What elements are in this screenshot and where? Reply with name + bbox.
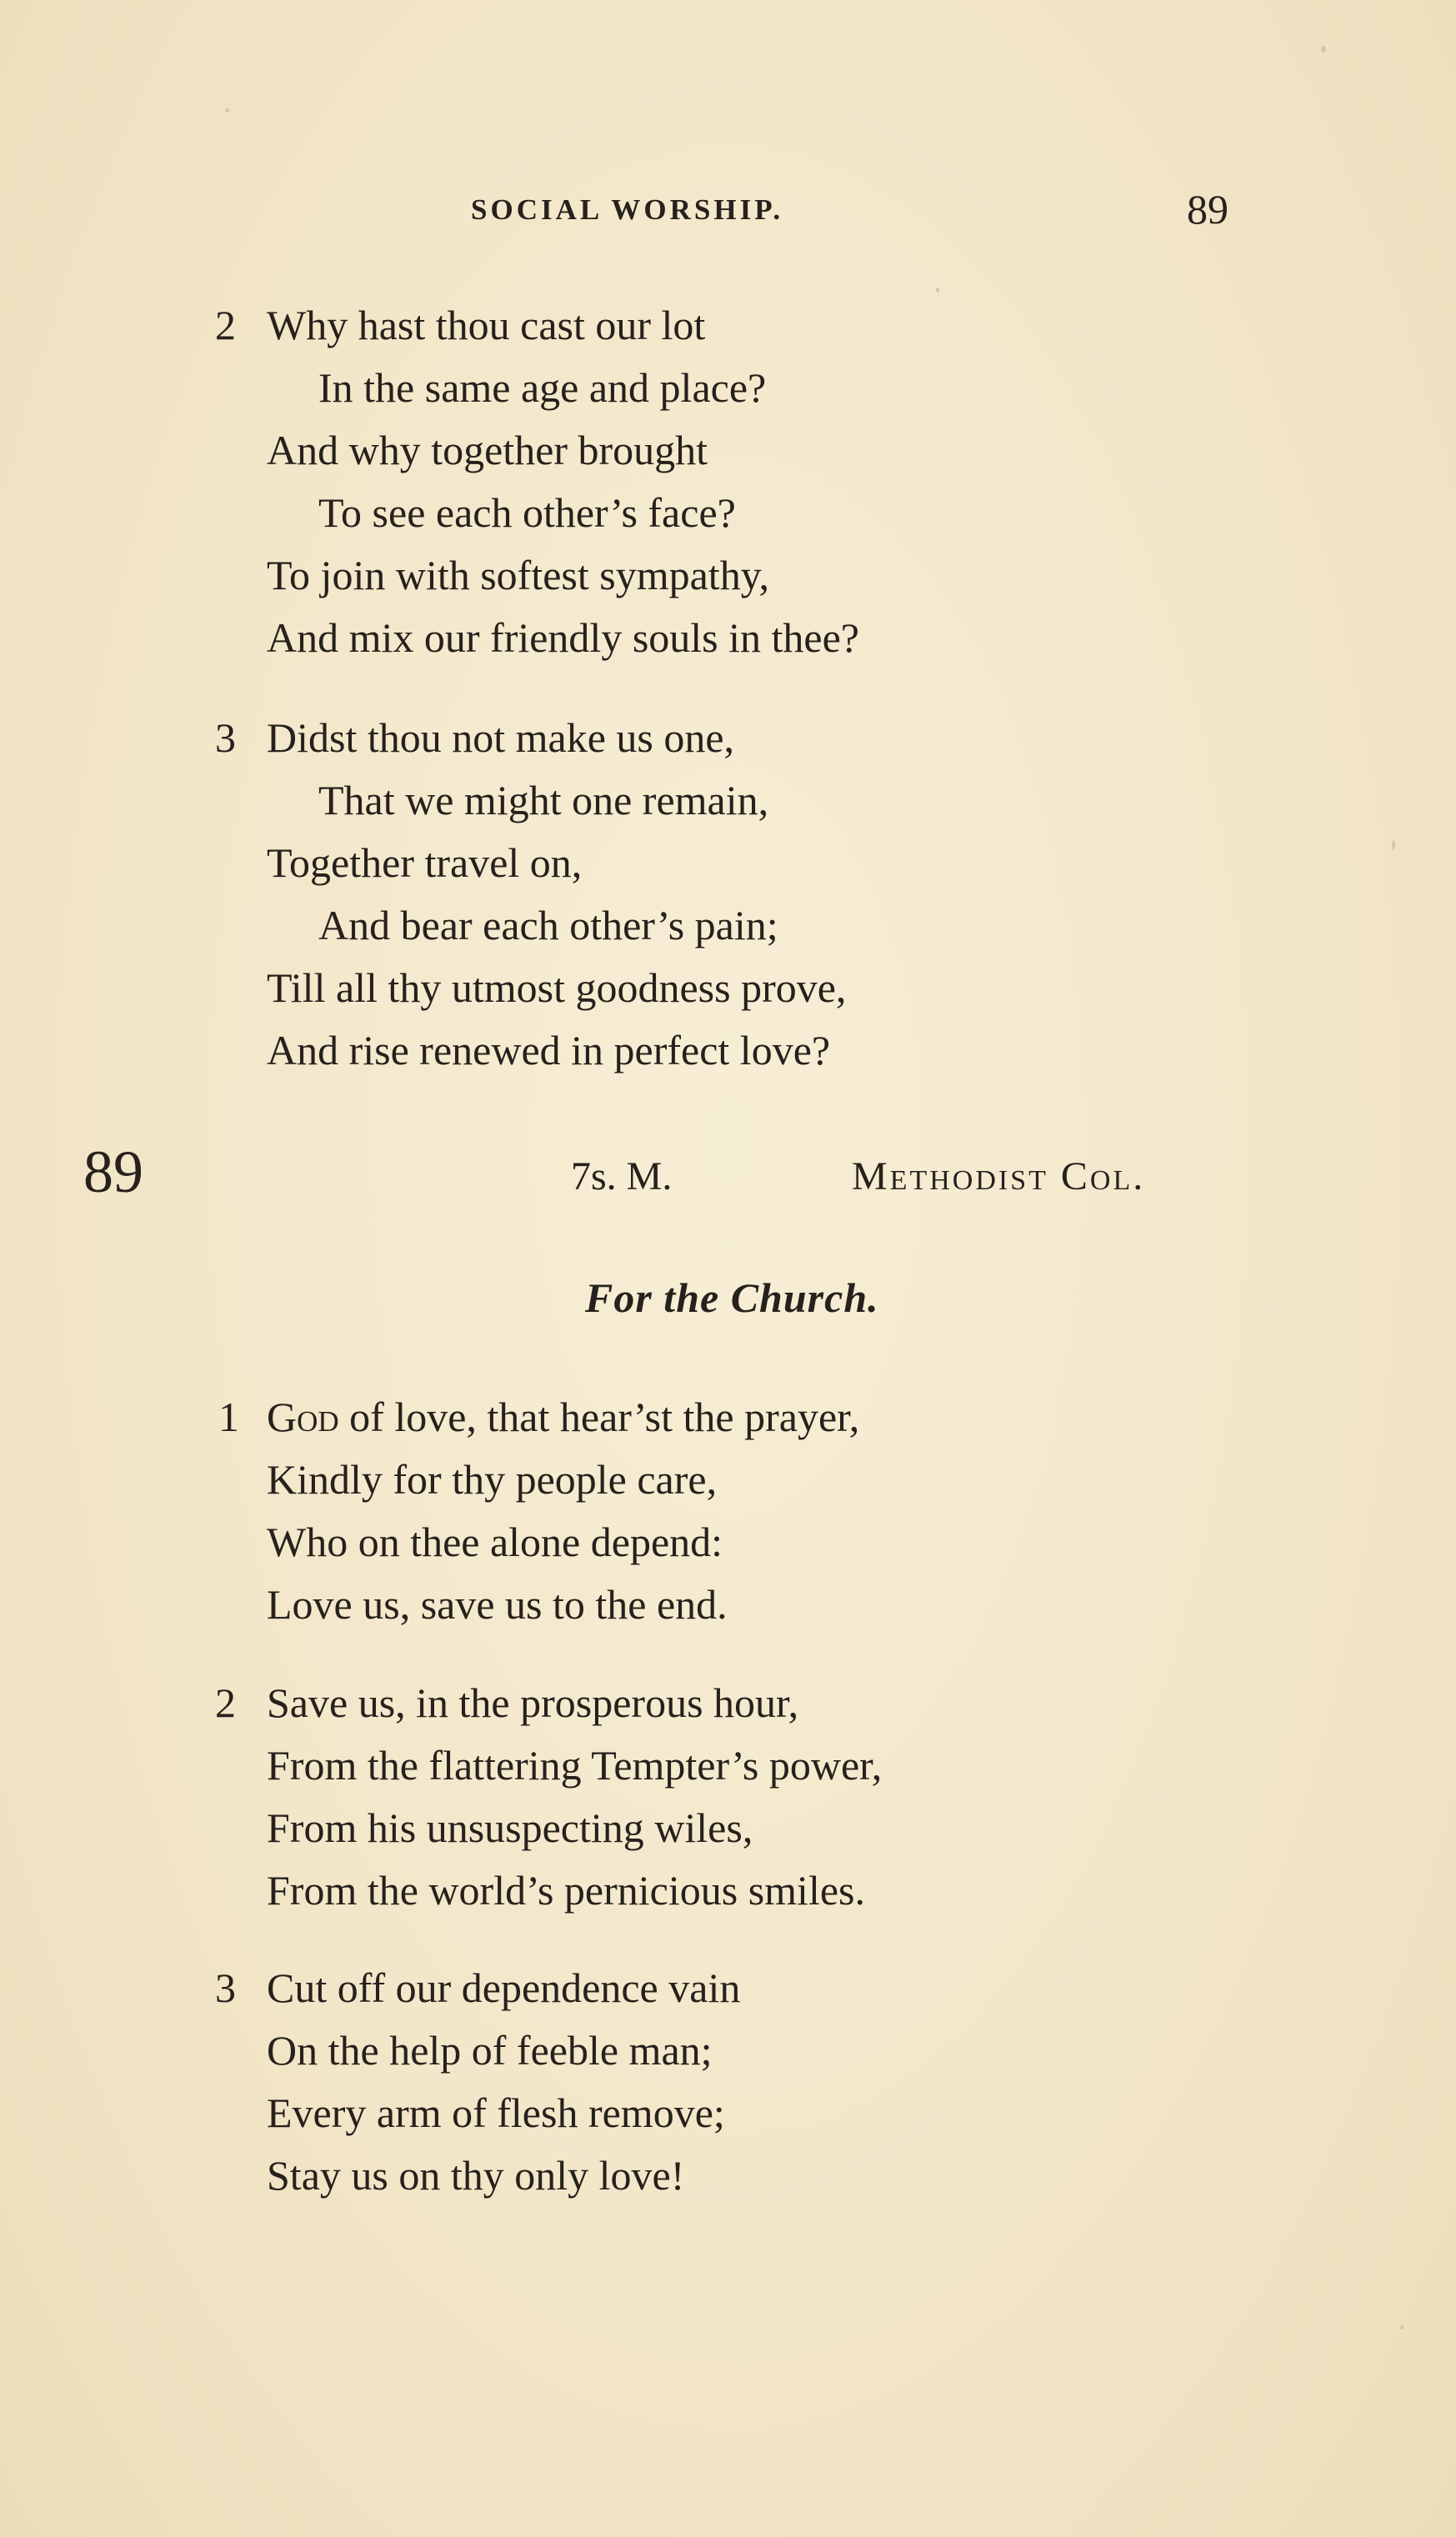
verse-line: Stay us on thy only love! <box>267 2152 685 2199</box>
verse-line: Together travel on, <box>267 839 583 886</box>
verse-line: Cut off our dependence vain <box>267 1964 741 2011</box>
verse-line-rest: of love, that hear’st the prayer, <box>338 1394 860 1440</box>
paper-speck <box>1392 840 1395 850</box>
verse-line: And rise renewed in perfect love? <box>267 1027 831 1073</box>
hymn-title: For the Church. <box>585 1274 879 1321</box>
verse-line: Save us, in the prosperous hour, <box>267 1679 799 1726</box>
hymn-meter: 7s. M. <box>571 1154 673 1198</box>
stanza-number: 2 <box>215 1679 236 1726</box>
verse-line: To see each other’s face? <box>318 489 736 536</box>
stanza-number: 1 <box>218 1394 239 1440</box>
verse-line: Till all thy utmost goodness prove, <box>267 964 847 1011</box>
verse-line: From the world’s pernicious smiles. <box>267 1867 865 1914</box>
verse-line: Why hast thou cast our lot <box>267 302 706 348</box>
hymn-number: 89 <box>83 1138 143 1205</box>
page-number: 89 <box>1187 186 1228 233</box>
verse-line: Didst thou not make us one, <box>267 714 735 761</box>
stanza-number: 3 <box>215 1964 236 2011</box>
paper-speck <box>1321 46 1326 53</box>
verse-line <box>267 1396 859 1438</box>
verse-line: And mix our friendly souls in thee? <box>267 614 859 661</box>
paper-speck <box>225 108 229 113</box>
verse-line: Love us, save us to the end. <box>267 1581 728 1628</box>
verse-line: From the flattering Tempter’s power, <box>267 1742 883 1789</box>
verse-line: That we might one remain, <box>318 777 769 823</box>
verse-line: Every arm of flesh remove; <box>267 2089 725 2136</box>
hymn-source: Methodist Col. <box>852 1154 1146 1198</box>
paper-speck <box>1400 2325 1403 2329</box>
verse-line: From his unsuspecting wiles, <box>267 1804 753 1851</box>
verse-line: And why together brought <box>267 427 708 473</box>
stanza-number: 3 <box>215 714 236 761</box>
running-head: SOCIAL WORSHIP. <box>471 193 784 226</box>
verse-line: On the help of feeble man; <box>267 2027 713 2074</box>
stanza-number: 2 <box>215 302 236 348</box>
verse-line: To join with softest sympathy, <box>267 552 769 598</box>
paper-speck <box>936 288 939 293</box>
verse-line: In the same age and place? <box>318 364 767 411</box>
verse-line: Kindly for thy people care, <box>267 1456 718 1503</box>
verse-line: Who on thee alone depend: <box>267 1519 723 1565</box>
first-word: God <box>267 1394 339 1440</box>
verse-line: And bear each other’s pain; <box>318 902 778 948</box>
